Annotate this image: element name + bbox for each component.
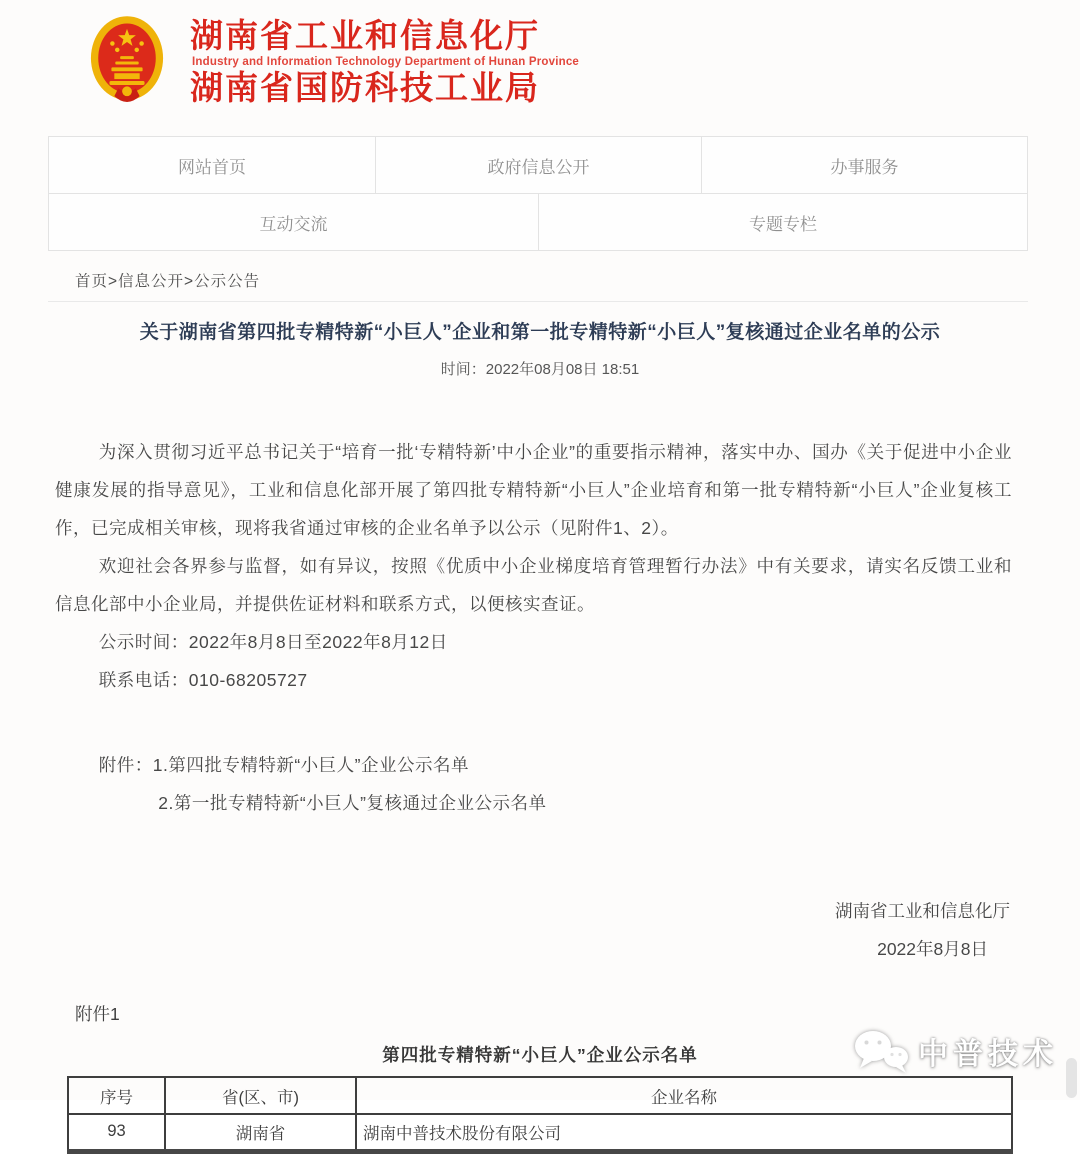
header-cell-index: 序号 (68, 1077, 165, 1114)
signature-block (0, 892, 1010, 968)
appendix-table-title: 第四批专精特新“小巨人”企业公示名单 (382, 1045, 698, 1065)
article-timestamp: 时间：2022年08月08日 18:51 (440, 361, 640, 378)
table-header-row (68, 1077, 1012, 1114)
cell-index: 93 (68, 1114, 165, 1151)
article-title: 关于湖南省第四批专精特新“小巨人”企业和第一批专精特新“小巨人”复核通过企业名单的公示 (139, 322, 941, 343)
publicity-period: 公示时间：2022年8月8日至2022年8月12日 (98, 632, 448, 652)
nav-item-services[interactable]: 办事服务 (701, 137, 1027, 193)
scrollbar-thumb[interactable] (1066, 1058, 1077, 1098)
header-cell-enterprise: 企业名称 (356, 1077, 1012, 1114)
site-header (0, 0, 1080, 112)
attachment-link-2[interactable]: 2.第一批专精特新“小巨人”复核通过企业公示名单 (158, 793, 547, 813)
site-title-english: Industry and Information Technology Department of Hunan Province (192, 55, 580, 68)
main-nav (48, 136, 1028, 251)
nav-item-home[interactable]: 网站首页 (178, 157, 246, 177)
attachment-link-1[interactable]: 1.第四批专精特新“小巨人”企业公示名单 (152, 755, 469, 775)
header-cell-province: 省(区、市) (165, 1077, 356, 1114)
signature-org: 湖南省工业和信息化厅 (835, 901, 1010, 921)
site-title-line1: 湖南省工业和信息化厅 (190, 17, 540, 54)
enterprise-roster-table (67, 1076, 1013, 1154)
article-body (55, 433, 1012, 699)
nav-item-interaction[interactable]: 互动交流 (259, 214, 328, 234)
article-paragraph-1: 为深入贯彻习近平总书记关于“培育一批‘专精特新’中小企业”的重要指示精神，落实中办、国办《关于促进中小企业健康发展的指导意见》，工业和信息化部开展了第四批专精特新“小巨人”企业培育和第一批专精特新“小巨人”企业复核工作，已完成相关审核，现将我省通过审核的企业名单予以公示（见附件1、2）。 (55, 442, 1012, 538)
article-paragraph-2: 欢迎社会各界参与监督，如有异议，按照《优质中小企业梯度培育管理暂行办法》中有关要求，请实名反馈工业和信息化部中小企业局，并提供佐证材料和联系方式，以便核实查证。 (55, 556, 1012, 614)
table-row (68, 1114, 1012, 1151)
appendix-label: 附件1 (75, 1004, 120, 1024)
nav-row-1 (49, 137, 1027, 193)
signature-date: 2022年8月8日 (877, 939, 988, 959)
nav-item-gov-info[interactable]: 政府信息公开 (375, 137, 701, 193)
attachment-line-1 (55, 746, 1012, 784)
site-titles (190, 14, 579, 107)
nav-row-2 (49, 193, 1027, 250)
national-emblem-logo[interactable] (88, 14, 166, 112)
cell-province: 湖南省 (165, 1114, 356, 1151)
breadcrumb[interactable]: 首页>信息公开>公示公告 (48, 261, 1028, 302)
watermark-text: 中普技术 (918, 1038, 1058, 1071)
contact-phone: 联系电话：010-68205727 (98, 670, 308, 690)
attachments-label: 附件： (98, 755, 153, 775)
attachments-block (55, 746, 1012, 822)
cell-enterprise: 湖南中普技术股份有限公司 (356, 1114, 1012, 1151)
nav-item-special-columns[interactable]: 专题专栏 (538, 194, 1027, 250)
site-title-line2: 湖南省国防科技工业局 (190, 68, 540, 106)
